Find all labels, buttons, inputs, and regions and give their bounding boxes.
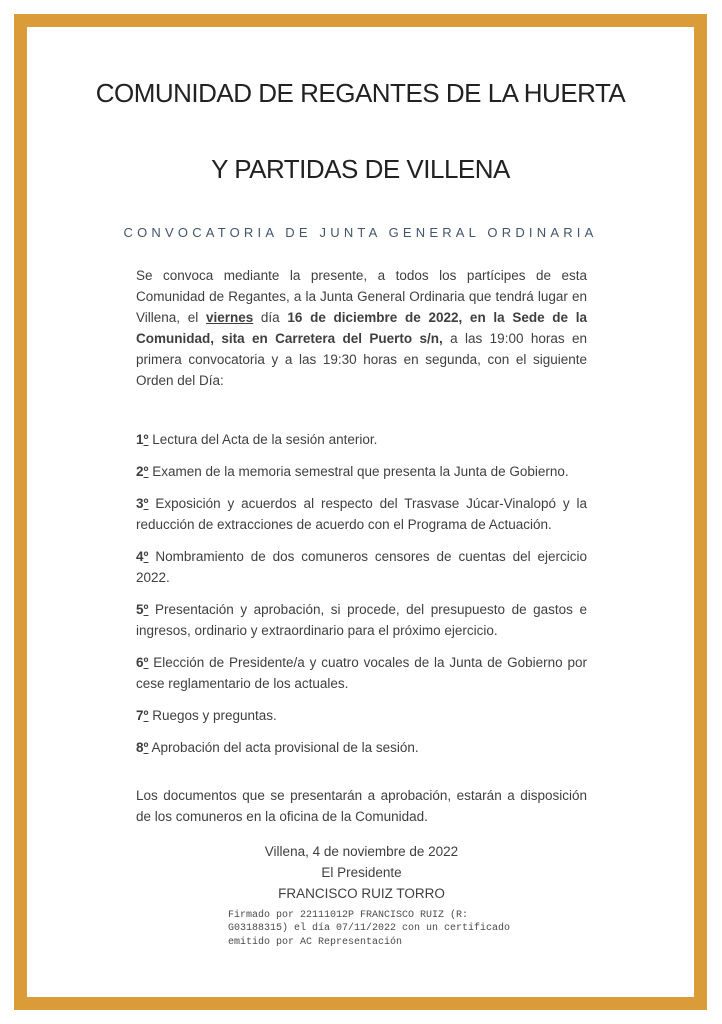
intro-day-underlined: viernes (205, 310, 254, 325)
document-page (27, 27, 694, 997)
agenda-item-5 (136, 599, 587, 641)
agenda-item-1-ordinal: º (143, 432, 149, 447)
agenda-item-4-ordinal: º (143, 549, 149, 564)
doc-title-line1: COMUNIDAD DE REGANTES DE LA HUERTA (95, 78, 626, 108)
agenda-item-6-ordinal: º (143, 655, 149, 670)
agenda-item-2-ordinal: º (143, 464, 149, 479)
agenda-item-3-number: 3 (136, 496, 144, 511)
agenda-item-4 (136, 546, 587, 588)
agenda-item-6 (136, 652, 587, 694)
agenda-item-3-ordinal: º (143, 496, 149, 511)
dateline: Villena, 4 de noviembre de 2022 (264, 843, 459, 859)
intro-seg5: a las 19:00 horas en primera convocatoria y a las 19:30 horas en segunda, con el siguiente Orden del Día: (136, 331, 587, 388)
closing-paragraph: Los documentos que se presentarán a aprobación, estarán a disposición de los comuneros en la oficina de la Comunidad. (136, 788, 587, 824)
agenda-item-2-number: 2 (136, 464, 144, 479)
digital-signature-line2: G03188315) el día 07/11/2022 con un certificado (228, 923, 511, 934)
agenda-item-7 (136, 705, 587, 726)
doc-title-line2: Y PARTIDAS DE VILLENA (211, 154, 510, 184)
agenda-item-8 (136, 737, 587, 758)
agenda-item-2-text: Examen de la memoria semestral que presenta la Junta de Gobierno. (148, 464, 569, 479)
agenda-item-8-text: Aprobación del acta provisional de la sesión. (148, 740, 419, 755)
agenda-item-2 (136, 461, 587, 482)
agenda-item-4-number: 4 (136, 549, 144, 564)
agenda-item-8-number: 8 (136, 740, 144, 755)
intro-date-venue-bold: 16 de diciembre de 2022, en la Sede de la Comunidad, sita en Carretera del Puerto s/n, (136, 310, 587, 346)
signature-block (136, 841, 587, 904)
agenda-item-5-number: 5 (136, 602, 144, 617)
agenda-item-3-text: Exposición y acuerdos al respecto del Trasvase Júcar-Vinalopó y la reducción de extracciones de acuerdo con el Programa de Actuación. (136, 496, 587, 532)
digital-signature-line3: emitido por AC Representación (228, 936, 403, 948)
digital-signature-block (228, 909, 587, 950)
intro-seg3: día (253, 310, 288, 325)
president-role: El Presidente (321, 864, 402, 880)
agenda-item-1-number: 1 (136, 432, 144, 447)
agenda-item-3 (136, 493, 587, 535)
agenda-item-5-text: Presentación y aprobación, si procede, del presupuesto de gastos e ingresos, ordinario y extraordinario para el próximo ejercicio. (136, 602, 587, 638)
agenda-item-7-number: 7 (136, 708, 144, 723)
agenda-item-6-text: Elección de Presidente/a y cuatro vocales de la Junta de Gobierno por cese reglamentario de los actuales. (136, 655, 587, 691)
agenda-item-5-ordinal: º (143, 602, 149, 617)
agenda-item-7-ordinal: º (143, 708, 149, 723)
agenda-item-1-text: Lectura del Acta de la sesión anterior. (148, 432, 378, 447)
agenda-item-1 (136, 429, 587, 450)
intro-seg1: Se convoca mediante la presente, a todos los partícipes de esta Comunidad de Regantes, a la Junta General Ordinaria que tendrá lugar en Villena, el (136, 268, 587, 325)
body-column (136, 265, 587, 949)
president-name: FRANCISCO RUIZ TORRO (278, 885, 445, 901)
agenda-item-8-ordinal: º (143, 740, 149, 755)
agenda-item-6-number: 6 (136, 655, 144, 670)
intro-paragraph (136, 265, 587, 391)
agenda-item-7-text: Ruegos y preguntas. (148, 708, 277, 723)
agenda-list (136, 429, 587, 758)
agenda-item-4-text: Nombramiento de dos comuneros censores de cuentas del ejercicio 2022. (136, 549, 587, 585)
digital-signature-line1: Firmado por 22111012P FRANCISCO RUIZ (R: (228, 909, 469, 921)
section-heading: CONVOCATORIA DE JUNTA GENERAL ORDINARIA (123, 225, 598, 240)
